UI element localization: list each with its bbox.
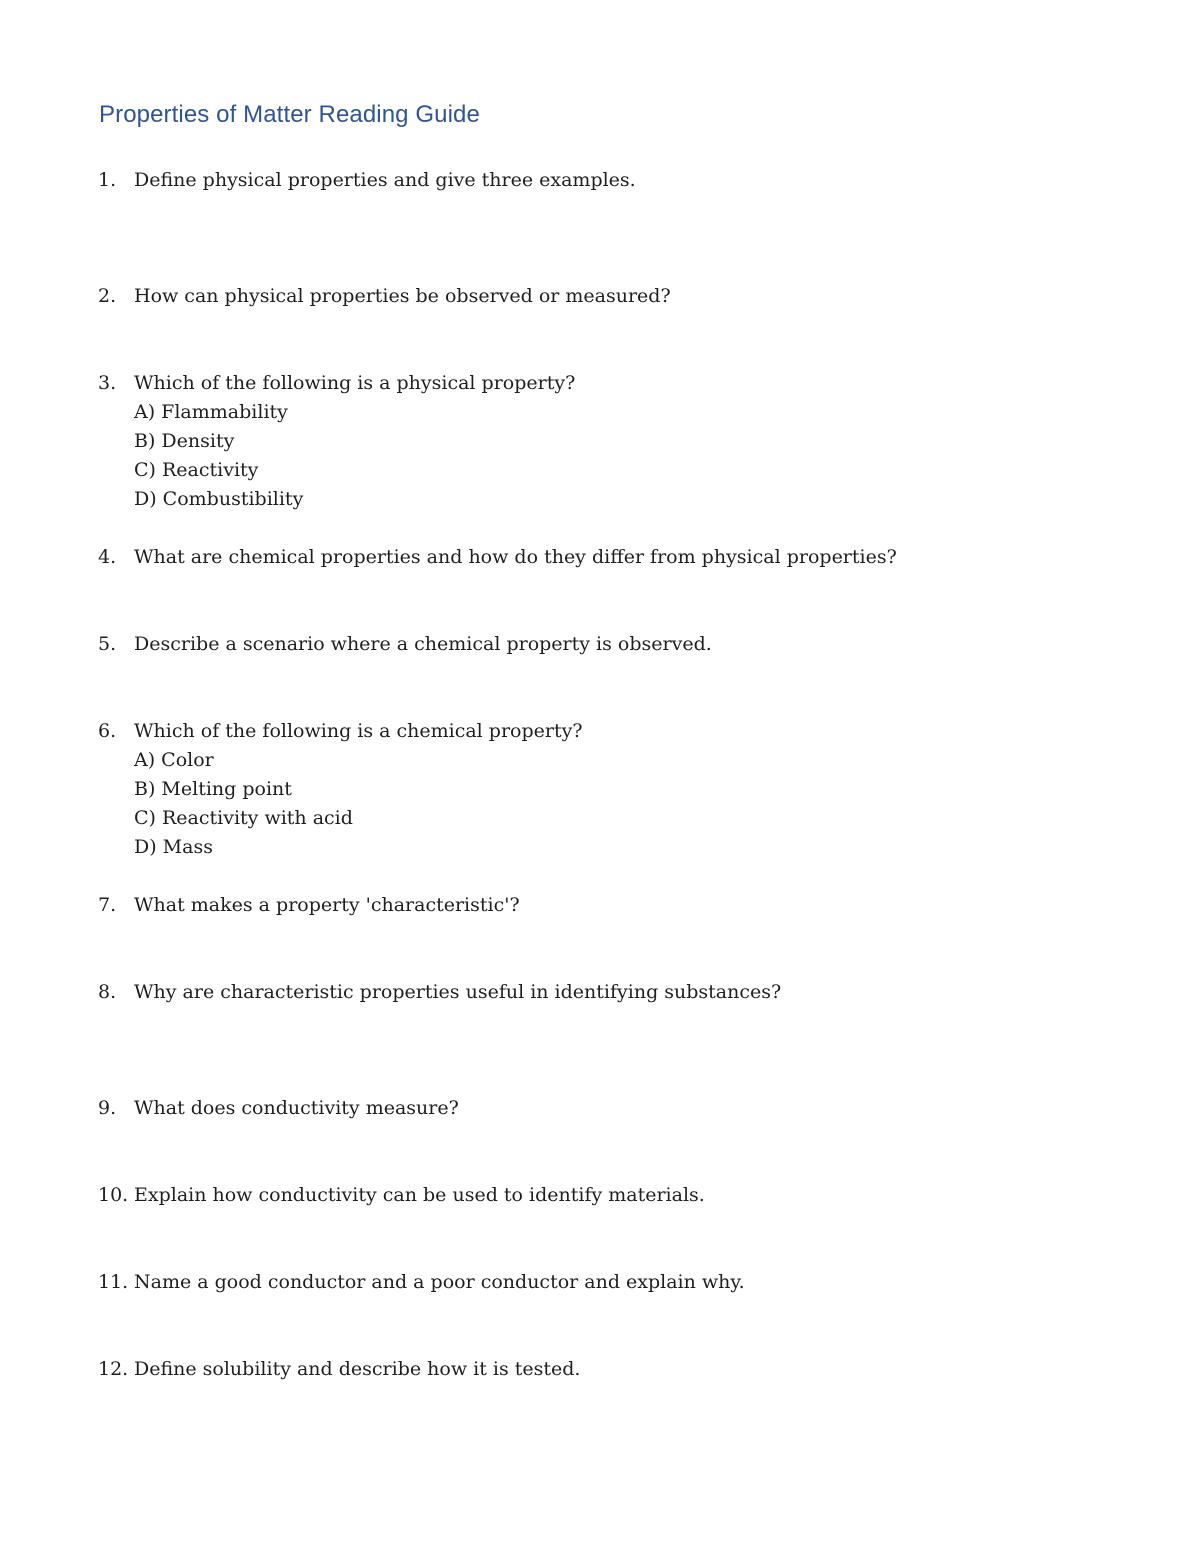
question-number: 7.: [98, 894, 117, 916]
question-number: 9.: [98, 1097, 117, 1119]
question-number: 8.: [98, 981, 117, 1003]
question-text: How can physical properties be observed or measured?: [134, 285, 671, 307]
question-6: [98, 717, 1098, 862]
question-text: Define solubility and describe how it is tested.: [134, 1358, 581, 1380]
question-text: What makes a property 'characteristic'?: [134, 894, 520, 916]
question-text: Which of the following is a physical property?: [134, 372, 576, 394]
question-5: [98, 630, 1098, 659]
question-text: Define physical properties and give three examples.: [134, 169, 636, 191]
question-7: [98, 891, 1098, 920]
question-number: 5.: [98, 633, 117, 655]
question-9: [98, 1094, 1098, 1123]
question-text: Why are characteristic properties useful in identifying substances?: [134, 981, 782, 1003]
answer-option-a: A) Flammability: [134, 401, 288, 423]
question-text: Explain how conductivity can be used to identify materials.: [134, 1184, 705, 1206]
question-number: 10.: [98, 1184, 129, 1206]
question-number: 6.: [98, 720, 117, 742]
answer-option-c: C) Reactivity: [134, 459, 259, 481]
question-text: Describe a scenario where a chemical property is observed.: [134, 633, 712, 655]
question-number: 2.: [98, 285, 117, 307]
question-text: What are chemical properties and how do they differ from physical properties?: [134, 546, 897, 568]
document-title: Properties of Matter Reading Guide: [99, 101, 480, 128]
question-8: [98, 978, 1098, 1007]
answer-option-a: A) Color: [134, 749, 214, 771]
question-text: Which of the following is a chemical property?: [134, 720, 583, 742]
question-number: 12.: [98, 1358, 129, 1380]
answer-option-d: D) Combustibility: [134, 488, 304, 510]
question-12: [98, 1355, 1098, 1384]
question-number: 11.: [98, 1271, 129, 1293]
answer-option-d: D) Mass: [134, 836, 213, 858]
question-text: Name a good conductor and a poor conductor and explain why.: [134, 1271, 745, 1293]
question-number: 3.: [98, 372, 117, 394]
question-text: What does conductivity measure?: [134, 1097, 459, 1119]
question-10: [98, 1181, 1098, 1210]
question-11: [98, 1268, 1098, 1297]
answer-option-c: C) Reactivity with acid: [134, 807, 353, 829]
question-2: [98, 282, 1098, 311]
answer-option-b: B) Density: [134, 430, 235, 452]
question-4: [98, 543, 1098, 572]
question-number: 1.: [98, 169, 117, 191]
question-3: [98, 369, 1098, 514]
question-number: 4.: [98, 546, 117, 568]
answer-option-b: B) Melting point: [134, 778, 292, 800]
question-1: [98, 166, 1098, 195]
